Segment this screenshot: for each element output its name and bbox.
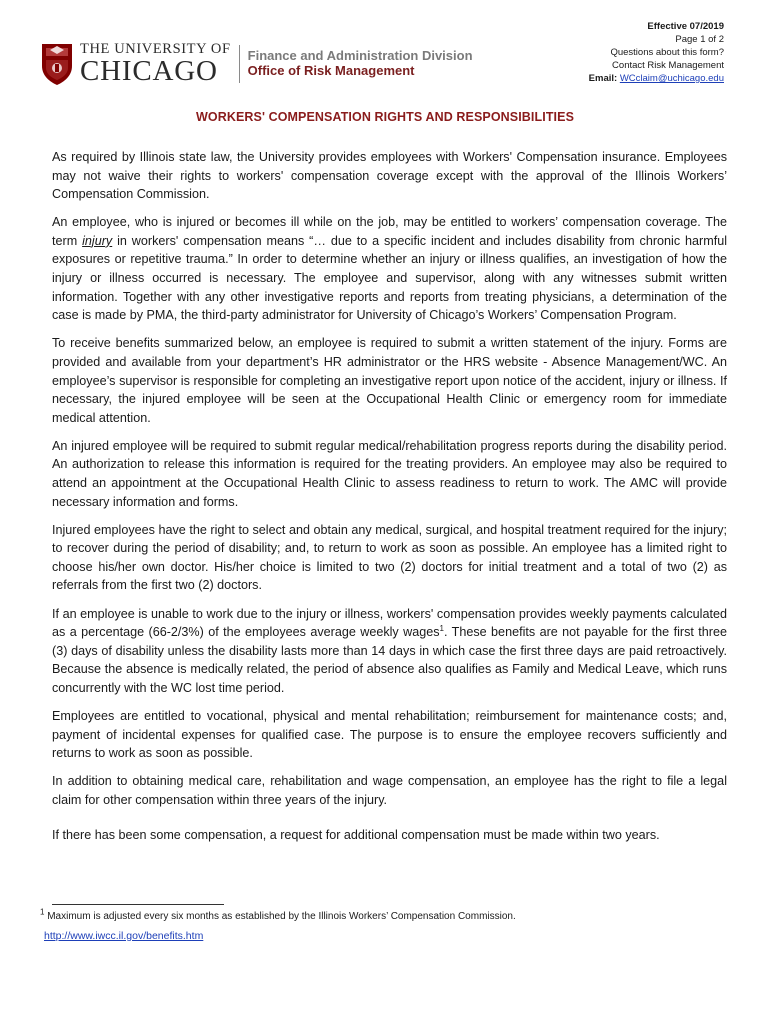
email-link[interactable]: WCclaim@uchicago.edu <box>619 73 724 84</box>
paragraph-3: To receive benefits summarized below, an employee is required to submit a written statement of the injury. Forms are provided and available from your department’s HR administrator or the HRS website - Absence Management/WC. An employee’s supervisor is responsible for completing an investigative report upon notice of the accident, injury or illness. If necessary, the injured employee will be seen at the Occupational Health Clinic or emergency room for immediate medical attention. <box>52 336 727 425</box>
university-line-1: THE UNIVERSITY OF <box>80 40 231 57</box>
division-name: Finance and Administration Division <box>247 48 473 64</box>
logo-divider <box>239 45 240 83</box>
university-line-2: CHICAGO <box>80 55 218 88</box>
university-logo <box>40 40 473 88</box>
paragraph-6: If an employee is unable to work due to the injury or illness, workers' compensation provides weekly payments calculated as a percentage (66-2/3%) of the employees average weekly wages$^1$. These benefits are not payable for the first three (3) days of disability unless the disability lasts more than 14 days in which case the first three days are paid retroactively. Because the absence is medically related, the period of absence also qualifies as Family and Medical Leave, which runs concurrently with the WC lost time period. <box>52 606 727 695</box>
paragraph-9: If there has been some compensation, a request for additional compensation must be made within two years. <box>52 827 660 842</box>
footnote-number: 1 <box>40 907 45 917</box>
paragraph-5: Injured employees have the right to select and obtain any medical, surgical, and hospital treatment required for the injury; to recover during the period of disability; and, to return to work as soon as possible. An employee has a limited right to choose his/her own doctor. His/her choice is limited to two (2) doctors for initial treatment and a total of two (2) as referrals from the first two (2) doctors. <box>52 522 727 593</box>
footnote <box>40 907 516 924</box>
footnote-divider <box>52 904 224 905</box>
paragraph-8: In addition to obtaining medical care, rehabilitation and wage compensation, an employee has the right to file a legal claim for other compensation within three years of the injury. <box>52 774 727 807</box>
injury-term: injury <box>82 233 113 248</box>
office-name: Office of Risk Management <box>247 63 415 78</box>
footnote-text: Maximum is adjusted every six months as established by the Illinois Workers’ Compensation Commission. <box>44 911 516 922</box>
effective-date: Effective 07/2019 <box>647 21 724 32</box>
footnote-link[interactable]: http://www.iwcc.il.gov/benefits.htm <box>44 930 204 942</box>
paragraph-1: As required by Illinois state law, the University provides employees with Workers' Compensation insurance. Employees may not waive their rights to workers' compensation coverage except with the approval of the Illinois Workers’ Compensation Commission. <box>52 150 727 202</box>
paragraph-7: Employees are entitled to vocational, physical and mental rehabilitation; reimbursement for maintenance costs; and, payment of incidental expenses for qualified case. The purpose is to ensure the employee recovers sufficiently and returns to work as soon as possible. <box>52 709 727 761</box>
questions-text: Questions about this form? <box>610 47 724 58</box>
university-wordmark <box>80 42 231 87</box>
document-body <box>52 148 727 854</box>
division-wordmark <box>248 49 473 79</box>
footnote-ref: 1 <box>439 623 444 633</box>
page-number: Page 1 of 2 <box>675 34 724 45</box>
document-title: WORKERS' COMPENSATION RIGHTS AND RESPONSIBILITIES <box>195 110 575 124</box>
university-shield-icon <box>40 42 74 86</box>
paragraph-2: An employee, who is injured or becomes ill while on the job, may be entitled to workers’ compensation coverage. The term injury in workers' compensation means “… due to a specific incident and includes disability from chronic harmful exposures or repetitive trauma.” In order to determine whether an injury or illness qualifies, an investigation of how the injury or illness occurred is necessary. The employee and supervisor, along with any witnesses submit written information. Together with any other investigative reports and reports from treating physicians, a determination of the case is made by PMA, the third-party administrator for University of Chicago’s Workers’ Compensation Program. <box>52 215 728 323</box>
form-meta <box>589 20 724 85</box>
footnote-url-line <box>44 930 203 942</box>
paragraph-4: An injured employee will be required to submit regular medical/rehabilitation progress reports during the disability period. An authorization to release this information is required for the treating providers. An employee may also be required to attend an appointment at the Occupational Health Clinic to assess readiness to return to work. The AMC will provide necessary information and forms. <box>52 438 727 509</box>
contact-text: Contact Risk Management <box>612 60 724 71</box>
email-label: Email <box>588 73 615 84</box>
email-line: Email: WCclaim@uchicago.edu <box>588 73 724 84</box>
